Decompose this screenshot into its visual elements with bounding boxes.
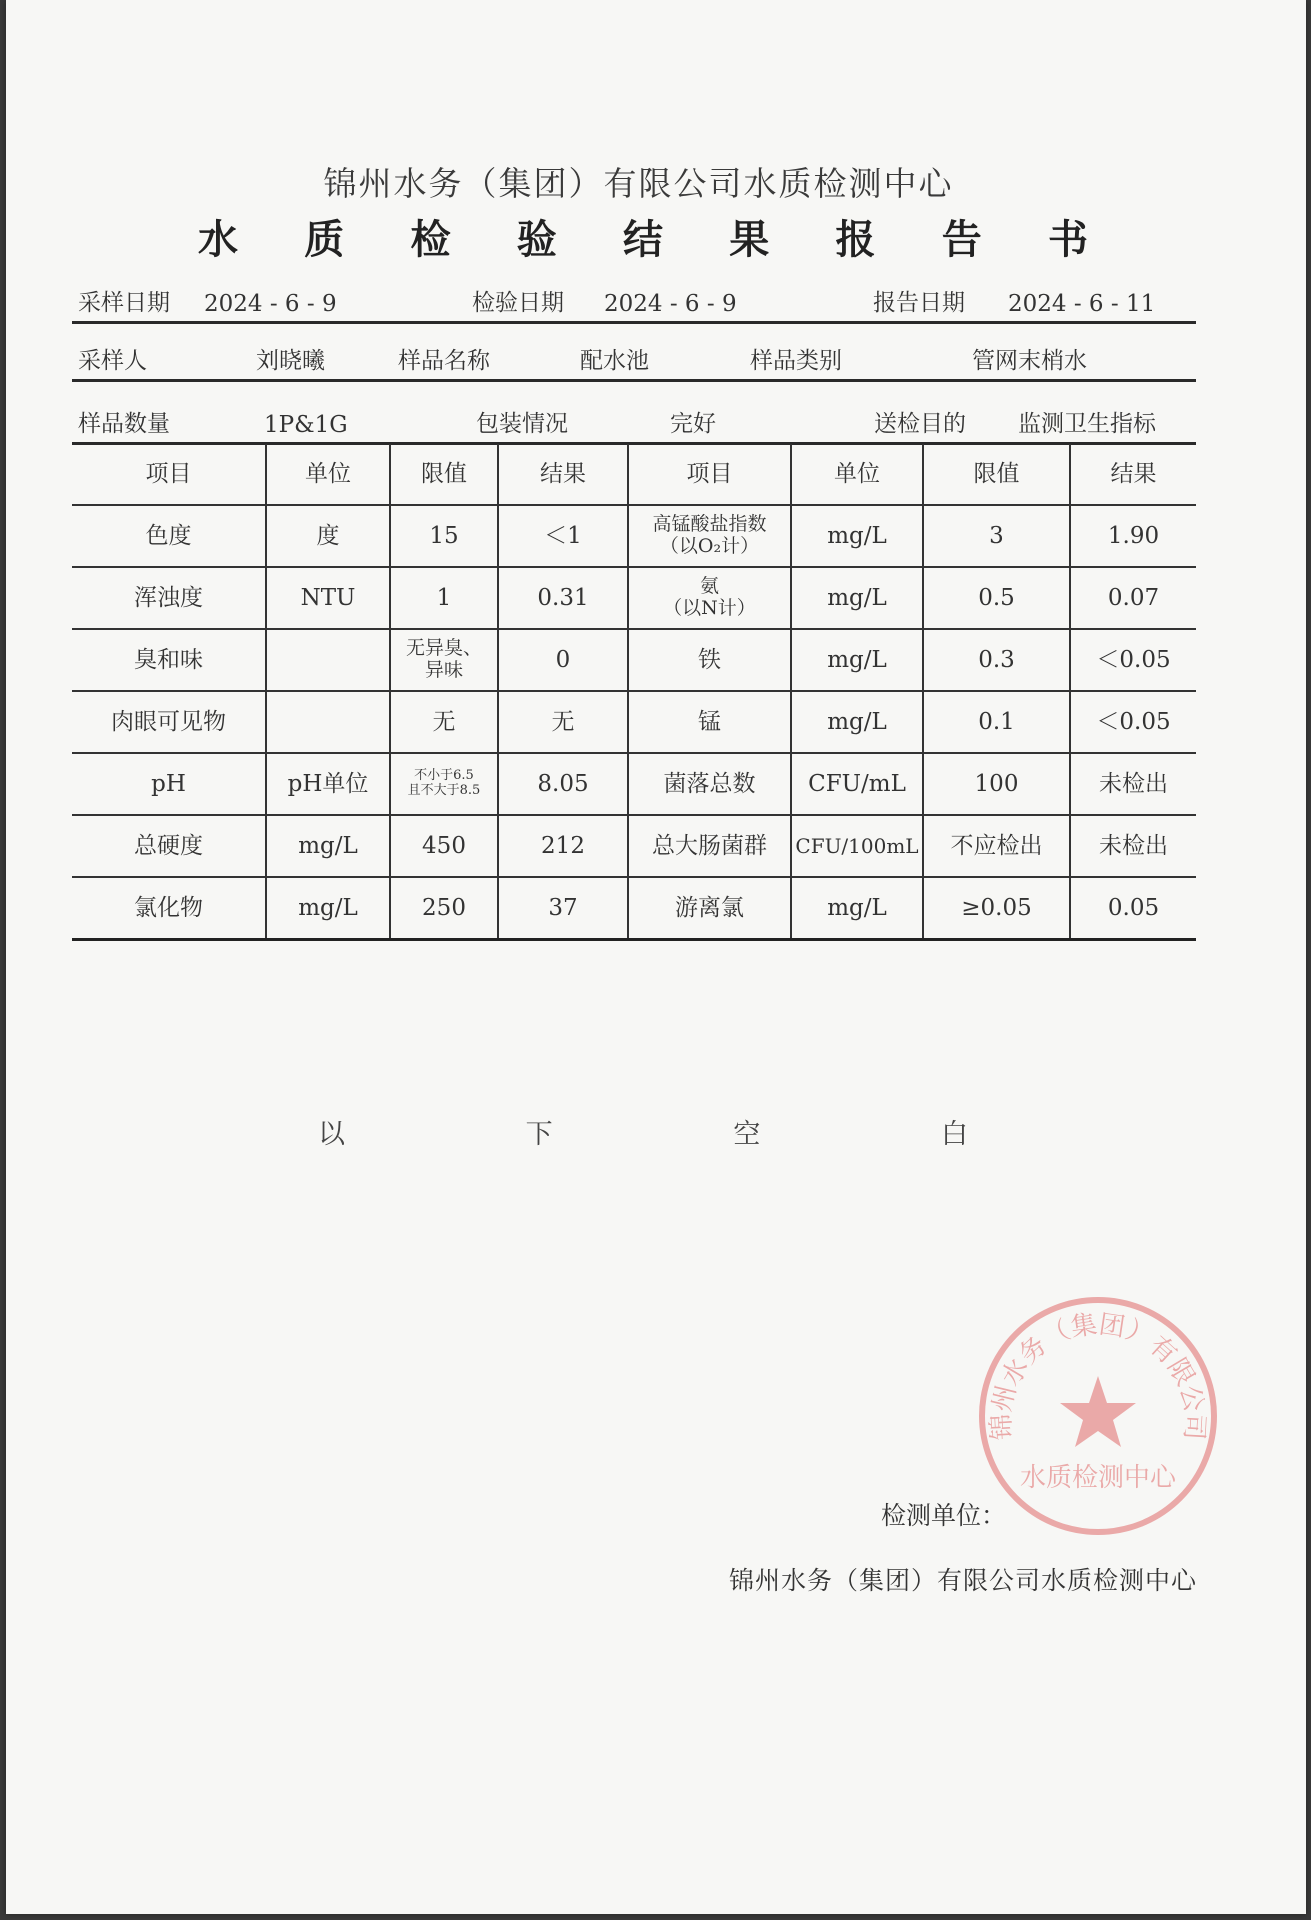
table-cell: pH xyxy=(72,753,266,815)
table-cell: 无 xyxy=(498,691,628,753)
sampler: 刘晓曦 xyxy=(256,348,325,374)
sample-name-label: 样品名称 xyxy=(398,348,490,374)
sample-name: 配水池 xyxy=(580,348,649,374)
inspection-unit-name: 锦州水务（集团）有限公司水质检测中心 xyxy=(729,1566,1198,1595)
table-row xyxy=(72,629,1196,691)
column-header: 结果 xyxy=(1070,444,1196,505)
cell-line: 高锰酸盐指数 xyxy=(652,513,767,536)
blank-below-note xyxy=(318,1112,968,1151)
table-cell: 未检出 xyxy=(1070,815,1196,877)
package-info-row xyxy=(72,404,1196,445)
blank-char: 白 xyxy=(940,1119,968,1150)
table-cell: mg/L xyxy=(791,505,923,567)
column-header: 限值 xyxy=(390,444,498,505)
quantity-label: 样品数量 xyxy=(78,411,170,437)
table-cell: ＜0.05 xyxy=(1070,629,1196,691)
cell-line: （以O₂计） xyxy=(659,535,760,557)
purpose-label: 送检目的 xyxy=(874,411,966,437)
table-cell: CFU/mL xyxy=(791,753,923,815)
column-header: 项目 xyxy=(72,444,266,505)
sample-type: 管网末梢水 xyxy=(972,348,1087,374)
cell-line: 不小于6.5 xyxy=(414,768,474,784)
report-date-label: 报告日期 xyxy=(873,290,965,316)
test-date-label: 检验日期 xyxy=(472,290,564,316)
title-char: 验 xyxy=(516,216,557,263)
table-row xyxy=(72,567,1196,629)
cell-line: 异味 xyxy=(424,659,463,681)
table-cell: mg/L xyxy=(791,629,923,691)
table-cell: 8.05 xyxy=(498,753,628,815)
svg-text:水质检测中心: 水质检测中心 xyxy=(1019,1463,1177,1493)
table-row xyxy=(72,505,1196,567)
title-char: 水 xyxy=(198,216,238,263)
cell-line: 无异臭、 xyxy=(405,637,482,660)
table-cell: 3 xyxy=(923,505,1070,567)
table-cell: 0.5 xyxy=(923,567,1070,629)
packaging-label: 包装情况 xyxy=(476,411,568,437)
table-cell: 0.3 xyxy=(923,629,1070,691)
table-cell: 度 xyxy=(266,505,390,567)
column-header: 结果 xyxy=(498,444,628,505)
table-cell: 0.07 xyxy=(1070,567,1196,629)
table-cell: 肉眼可见物 xyxy=(72,691,266,753)
packaging: 完好 xyxy=(670,411,716,437)
table-cell: 37 xyxy=(498,877,628,940)
cell-line: （以N计） xyxy=(663,597,756,619)
table-cell: NTU xyxy=(266,567,390,629)
table-header-row xyxy=(72,444,1196,505)
table-cell: 0 xyxy=(498,629,628,691)
table-row xyxy=(72,753,1196,815)
column-header: 限值 xyxy=(923,444,1070,505)
table-cell xyxy=(266,629,390,691)
results-table xyxy=(72,444,1196,941)
table-row xyxy=(72,691,1196,753)
title-char: 检 xyxy=(410,216,451,263)
inspection-unit-label: 检测单位： xyxy=(881,1501,1007,1530)
org-name: 锦州水务（集团）有限公司水质检测中心 xyxy=(323,164,954,203)
table-cell: 0.31 xyxy=(498,567,628,629)
sampling-date-label: 采样日期 xyxy=(78,290,170,316)
table-cell: 未检出 xyxy=(1070,753,1196,815)
table-cell: 锰 xyxy=(628,691,791,753)
document-title xyxy=(198,208,1088,265)
table-cell: 色度 xyxy=(72,505,266,567)
table-cell: 浑浊度 xyxy=(72,567,266,629)
column-header: 单位 xyxy=(791,444,923,505)
table-cell: 无 xyxy=(390,691,498,753)
table-cell: 氯化物 xyxy=(72,877,266,940)
table-cell: 450 xyxy=(390,815,498,877)
title-char: 质 xyxy=(304,216,345,263)
title-char: 果 xyxy=(729,216,770,263)
table-cell: 铁 xyxy=(628,629,791,691)
table-cell: 0.1 xyxy=(923,691,1070,753)
table-cell: 1.90 xyxy=(1070,505,1196,567)
table-cell: mg/L xyxy=(791,567,923,629)
table-cell: 212 xyxy=(498,815,628,877)
column-header: 单位 xyxy=(266,444,390,505)
sampling-date: 2024 - 6 - 9 xyxy=(204,291,337,317)
table-cell: mg/L xyxy=(266,815,390,877)
purpose: 监测卫生指标 xyxy=(1018,411,1156,437)
table-cell: pH单位 xyxy=(266,753,390,815)
blank-char: 空 xyxy=(733,1119,761,1150)
test-date: 2024 - 6 - 9 xyxy=(604,291,737,317)
dates-row xyxy=(72,283,1196,324)
table-cell: 0.05 xyxy=(1070,877,1196,940)
table-cell: 总大肠菌群 xyxy=(628,815,791,877)
cell-line: 氨 xyxy=(699,575,719,598)
table-cell: 菌落总数 xyxy=(628,753,791,815)
title-char: 报 xyxy=(835,216,876,263)
table-cell: mg/L xyxy=(791,691,923,753)
sample-info-row xyxy=(72,341,1196,382)
table-cell: 1 xyxy=(390,567,498,629)
table-cell: 不应检出 xyxy=(923,815,1070,877)
table-cell: mg/L xyxy=(791,877,923,940)
title-char: 告 xyxy=(941,216,982,263)
table-cell: mg/L xyxy=(266,877,390,940)
table-cell: ＜1 xyxy=(498,505,628,567)
table-cell: CFU/100mL xyxy=(791,815,923,877)
quantity: 1P&1G xyxy=(264,412,348,438)
table-cell xyxy=(266,691,390,753)
table-cell xyxy=(390,629,498,691)
svg-text:锦州水务（集团）有限公司: 锦州水务（集团）有限公司 xyxy=(986,1309,1210,1441)
column-header: 项目 xyxy=(628,444,791,505)
title-char: 结 xyxy=(623,216,663,263)
blank-char: 下 xyxy=(525,1119,553,1150)
table-cell: 臭和味 xyxy=(72,629,266,691)
table-cell: ＜0.05 xyxy=(1070,691,1196,753)
table-cell: 15 xyxy=(390,505,498,567)
title-char: 书 xyxy=(1048,216,1088,263)
table-cell xyxy=(628,567,791,629)
table-cell: 100 xyxy=(923,753,1070,815)
report-date: 2024 - 6 - 11 xyxy=(1008,291,1156,317)
table-cell: 游离氯 xyxy=(628,877,791,940)
cell-line: 且不大于8.5 xyxy=(407,783,481,798)
blank-char: 以 xyxy=(318,1119,345,1150)
sample-type-label: 样品类别 xyxy=(750,348,842,374)
table-row xyxy=(72,877,1196,940)
report-page xyxy=(6,0,1306,1914)
table-cell xyxy=(628,505,791,567)
table-cell: 250 xyxy=(390,877,498,940)
table-row xyxy=(72,815,1196,877)
table-cell xyxy=(390,753,498,815)
sampler-label: 采样人 xyxy=(78,348,147,374)
official-seal-icon xyxy=(972,1290,1224,1542)
table-cell: 总硬度 xyxy=(72,815,266,877)
table-cell: ≥0.05 xyxy=(923,877,1070,940)
